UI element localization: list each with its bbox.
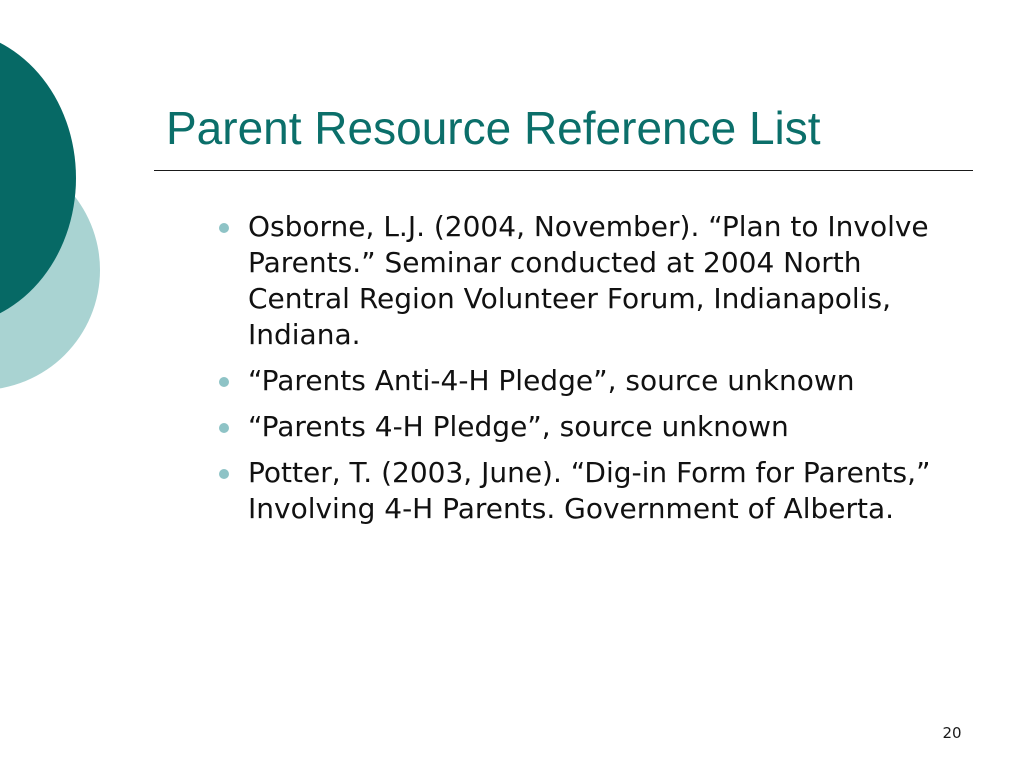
slide-title: Parent Resource Reference List <box>166 102 821 154</box>
list-item <box>218 209 958 353</box>
list-item-text: Potter, T. (2003, June). “Dig-in Form for Parents,” Involving 4-H Parents. Government of Alberta. <box>248 456 931 525</box>
page-number: 20 <box>942 724 962 742</box>
list-item-text: “Parents Anti-4-H Pledge”, source unknown <box>248 364 855 397</box>
list-item <box>218 363 958 399</box>
title-divider <box>154 170 973 171</box>
list-item <box>218 455 958 527</box>
bullet-icon <box>219 223 229 233</box>
list-item-text: Osborne, L.J. (2004, November). “Plan to Involve Parents.” Seminar conducted at 2004 North Central Region Volunteer Forum, Indianapolis, Indiana. <box>248 210 929 351</box>
bullet-icon <box>219 377 229 387</box>
list-item-text: “Parents 4-H Pledge”, source unknown <box>248 410 789 443</box>
bullet-icon <box>219 469 229 479</box>
reference-list <box>218 209 958 537</box>
list-item <box>218 409 958 445</box>
bullet-icon <box>219 423 229 433</box>
